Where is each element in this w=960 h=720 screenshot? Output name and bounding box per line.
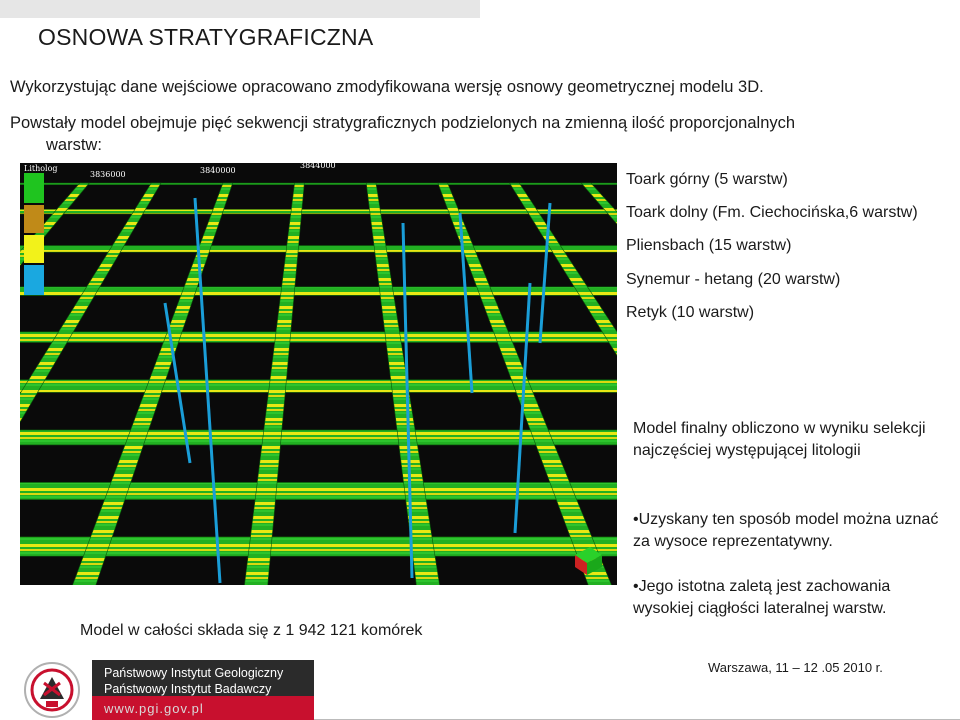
description-line-2: warstw: [46, 136, 102, 154]
top-bar [0, 0, 480, 18]
strata-wall [20, 183, 617, 185]
legend-item-toark-gorny: Toark górny (5 warstw) [626, 171, 788, 188]
institute-url-link[interactable]: www.pgi.gov.pl [104, 701, 204, 716]
final-model-note: Model finalny obliczono w wyniku selekcji najczęściej występującej litologii [633, 420, 926, 459]
model-label-coord: 3844000 [300, 163, 336, 170]
model-legend-swatch [24, 173, 44, 203]
legend-item-pliensbach: Pliensbach (15 warstw) [626, 237, 792, 254]
strata-wall [20, 287, 617, 296]
model-legend-swatch [24, 265, 44, 295]
description-line-1: Powstały model obejmuje pięć sekwencji stratygraficznych podzielonych na zmienną ilość proporcjonalnych [10, 114, 796, 132]
cells-count-note: Model w całości składa się z 1 942 121 komórek [80, 622, 423, 639]
legend-item-retyk: Retyk (10 warstw) [626, 304, 755, 321]
model-render [20, 163, 617, 585]
legend-item-toark-dolny: Toark dolny (Fm. Ciechocińska,6 warstw) [626, 204, 918, 221]
bullet-lateral-continuity: •Jego istotna zaletą jest zachowania wysokiej ciągłości lateralnej warstw. [633, 578, 891, 617]
legend-item-synemur-hetang: Synemur - hetang (20 warstw) [626, 271, 841, 288]
bullet-representative: •Uzyskany ten sposób model można uznać za wysoce reprezentatywny. [633, 511, 939, 550]
intro-paragraph: Wykorzystując dane wejściowe opracowano zmodyfikowana wersję osnowy geometrycznej modelu 3D. [10, 78, 764, 96]
model-label-lithology: Litholog [24, 164, 58, 173]
model-legend-swatch [24, 205, 44, 233]
geological-model-image [20, 163, 617, 585]
model-legend-swatch [24, 235, 44, 263]
strata-wall [20, 430, 617, 445]
page-title: OSNOWA STRATYGRAFICZNA [38, 24, 374, 50]
model-label-coord: 3836000 [90, 170, 126, 179]
description-paragraph [10, 112, 930, 156]
pgi-logo-icon [22, 661, 82, 719]
footer-date: Warszawa, 11 – 12 .05 2010 r. [708, 660, 883, 675]
institute-name-line-1: Państwowy Instytut Geologiczny [104, 666, 284, 680]
institute-name [104, 665, 283, 697]
institute-name-line-2: Państwowy Instytut Badawczy [104, 682, 272, 696]
model-label-coord: 3840000 [200, 166, 236, 175]
